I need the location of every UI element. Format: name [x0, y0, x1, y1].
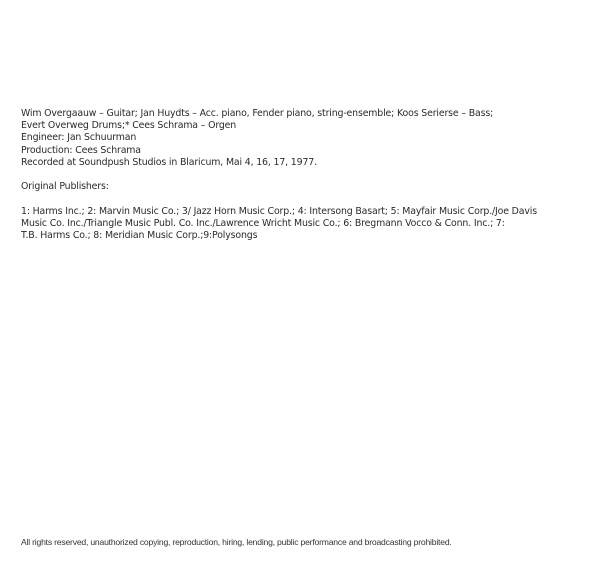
publishers-list-line-3: T.B. Harms Co.; 8: Meridian Music Corp.;9:Polysongs	[21, 230, 258, 241]
spacer	[21, 193, 581, 205]
publishers-list-line-2: Music Co. Inc./Triangle Music Publ. Co. Inc./Lawrence Wricht Music Co.; 6: Bregmann Vocco & Conn. Inc.; 7:	[21, 217, 505, 229]
musicians-line-1: Wim Overgaauw – Guitar; Jan Huydts – Acc. piano, Fender piano, string-ensemble; Koos Serierse – Bass;	[21, 108, 494, 119]
recording-info: Recorded at Soundpush Studios in Blaricum, Mai 4, 16, 17, 1977.	[21, 156, 317, 168]
spacer	[21, 169, 581, 181]
rights-notice: All rights reserved, unauthorized copying, reproduction, hiring, lending, public performance and broadcasting prohibited.	[21, 537, 452, 547]
engineer-credit: Engineer: Jan Schuurman	[21, 132, 137, 144]
publishers-heading: Original Publishers:	[21, 181, 109, 193]
production-credit: Production: Cees Schrama	[21, 144, 141, 156]
musicians-line-2: Evert Overweg Drums;* Cees Schrama – Orgen	[21, 120, 237, 132]
publishers-list-line-1: 1: Harms Inc.; 2: Marvin Music Co.; 3/ Jazz Horn Music Corp.; 4: Intersong Basart; 5: Mayfair Music Corp./Joe Davis	[21, 205, 537, 217]
credits-block	[21, 108, 581, 242]
